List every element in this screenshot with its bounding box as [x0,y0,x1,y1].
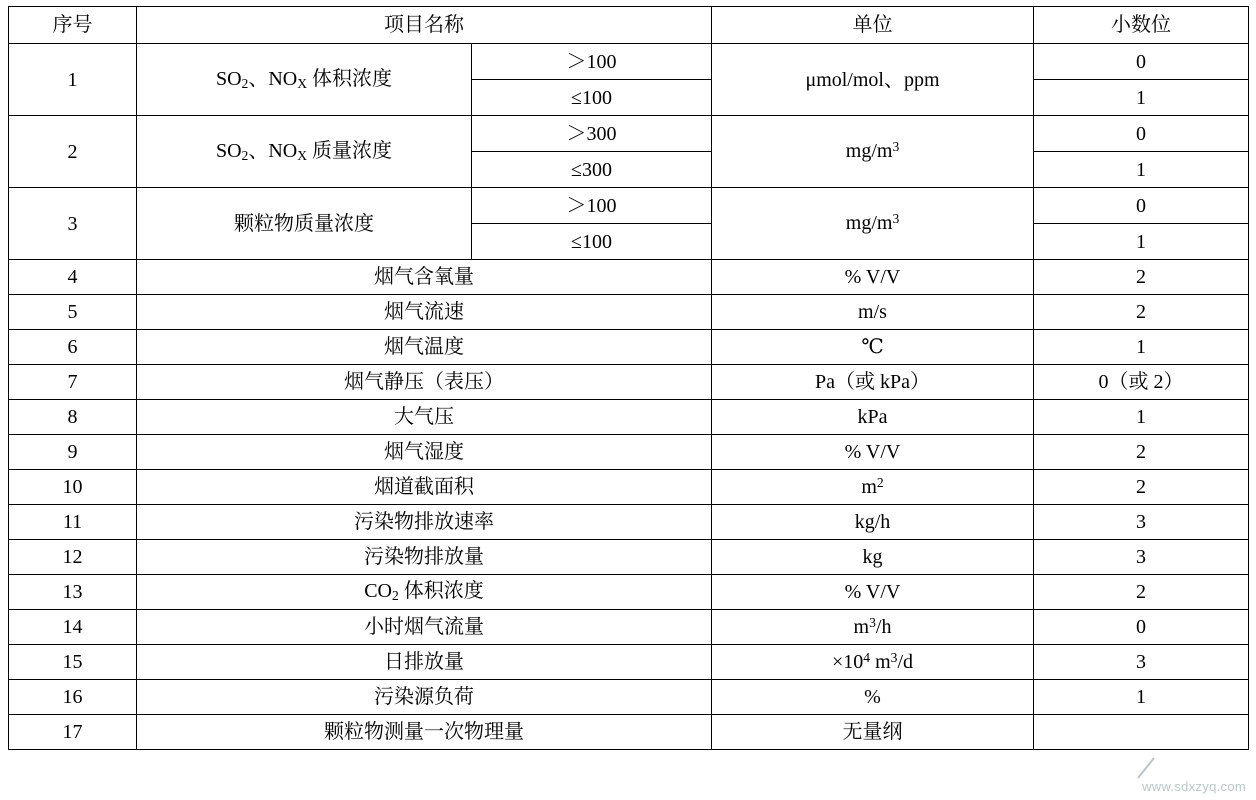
table-row [9,330,1249,365]
row-name: 颗粒物质量浓度 [137,188,472,260]
row-no: 3 [9,188,137,260]
row-decimal: 3 [1034,505,1249,540]
row-decimal: 3 [1034,645,1249,680]
row-unit: $m^3/h$ [712,610,1034,645]
table-row [9,505,1249,540]
row-name: 小时烟气流量 [137,610,712,645]
table-row [9,435,1249,470]
table-row [9,540,1249,575]
row-unit: 无量纲 [712,715,1034,750]
row-no: 10 [9,470,137,505]
row-decimal [1034,715,1249,750]
row-decimal: 1 [1034,680,1249,715]
row-name: 烟气温度 [137,330,712,365]
row-no: 6 [9,330,137,365]
table-row [9,116,1249,152]
row-decimal: 2 [1034,575,1249,610]
table-header-row [9,7,1249,44]
row-name: $SO_2$、$NO_X$ 质量浓度 [137,116,472,188]
row-range-lower: ≤100 [472,224,712,260]
row-range-upper: ＞300 [472,116,712,152]
table-row [9,610,1249,645]
row-name: 烟气流速 [137,295,712,330]
row-unit: kg [712,540,1034,575]
row-range-upper: ＞100 [472,188,712,224]
row-decimal: 2 [1034,435,1249,470]
table-row [9,715,1249,750]
row-name: 烟气静压（表压） [137,365,712,400]
row-name: 污染源负荷 [137,680,712,715]
row-decimal-lower: 1 [1034,152,1249,188]
row-unit: μmol/mol、ppm [712,44,1034,116]
row-name: 污染物排放速率 [137,505,712,540]
row-unit: m/s [712,295,1034,330]
row-unit: Pa（或 kPa） [712,365,1034,400]
row-unit: $m^2$ [712,470,1034,505]
row-unit: kg/h [712,505,1034,540]
row-no: 12 [9,540,137,575]
row-unit: kPa [712,400,1034,435]
row-unit: $mg/m^3$ [712,116,1034,188]
row-no: 11 [9,505,137,540]
row-name: 烟气含氧量 [137,260,712,295]
header-cell-no: 序号 [9,7,137,44]
row-decimal: 0 [1034,610,1249,645]
row-range-lower: ≤300 [472,152,712,188]
row-name: $CO_2$ 体积浓度 [137,575,712,610]
row-unit: $mg/m^3$ [712,188,1034,260]
row-unit: ℃ [712,330,1034,365]
row-unit: % [712,680,1034,715]
row-name: 大气压 [137,400,712,435]
row-name: $SO_2$、$NO_X$ 体积浓度 [137,44,472,116]
row-no: 14 [9,610,137,645]
row-decimal-upper: 0 [1034,188,1249,224]
row-decimal-lower: 1 [1034,80,1249,116]
row-no: 17 [9,715,137,750]
header-cell-name: 项目名称 [137,7,712,44]
row-unit: % V/V [712,575,1034,610]
table-row [9,44,1249,80]
row-decimal: 2 [1034,260,1249,295]
row-decimal: 2 [1034,470,1249,505]
row-decimal: 1 [1034,400,1249,435]
row-decimal: 3 [1034,540,1249,575]
row-no: 7 [9,365,137,400]
table-row [9,680,1249,715]
row-decimal: 2 [1034,295,1249,330]
table-row [9,295,1249,330]
table-row [9,400,1249,435]
table-row [9,188,1249,224]
row-no: 15 [9,645,137,680]
row-unit: % V/V [712,260,1034,295]
row-decimal: 1 [1034,330,1249,365]
row-name: 烟气湿度 [137,435,712,470]
row-no: 4 [9,260,137,295]
table-row [9,260,1249,295]
table-row [9,365,1249,400]
document-page [8,6,1248,750]
row-unit: $\times 10^4$ $m^3/d$ [712,645,1034,680]
table-row [9,470,1249,505]
row-decimal-upper: 0 [1034,116,1249,152]
row-decimal-upper: 0 [1034,44,1249,80]
row-no: 2 [9,116,137,188]
table-row [9,645,1249,680]
row-name: 烟道截面积 [137,470,712,505]
row-no: 5 [9,295,137,330]
row-name: 颗粒物测量一次物理量 [137,715,712,750]
row-range-lower: ≤100 [472,80,712,116]
watermark-text: www.sdxzyq.com [1142,779,1246,794]
row-no: 8 [9,400,137,435]
row-name: 污染物排放量 [137,540,712,575]
measurement-precision-table [8,6,1249,750]
header-cell-unit: 单位 [712,7,1034,44]
row-unit: % V/V [712,435,1034,470]
header-cell-decimal: 小数位 [1034,7,1249,44]
row-no: 1 [9,44,137,116]
row-name: 日排放量 [137,645,712,680]
row-decimal-lower: 1 [1034,224,1249,260]
row-no: 9 [9,435,137,470]
row-no: 16 [9,680,137,715]
row-decimal: 0（或 2） [1034,365,1249,400]
row-range-upper: ＞100 [472,44,712,80]
row-no: 13 [9,575,137,610]
table-row [9,575,1249,610]
watermark-slash-icon [1134,756,1160,782]
